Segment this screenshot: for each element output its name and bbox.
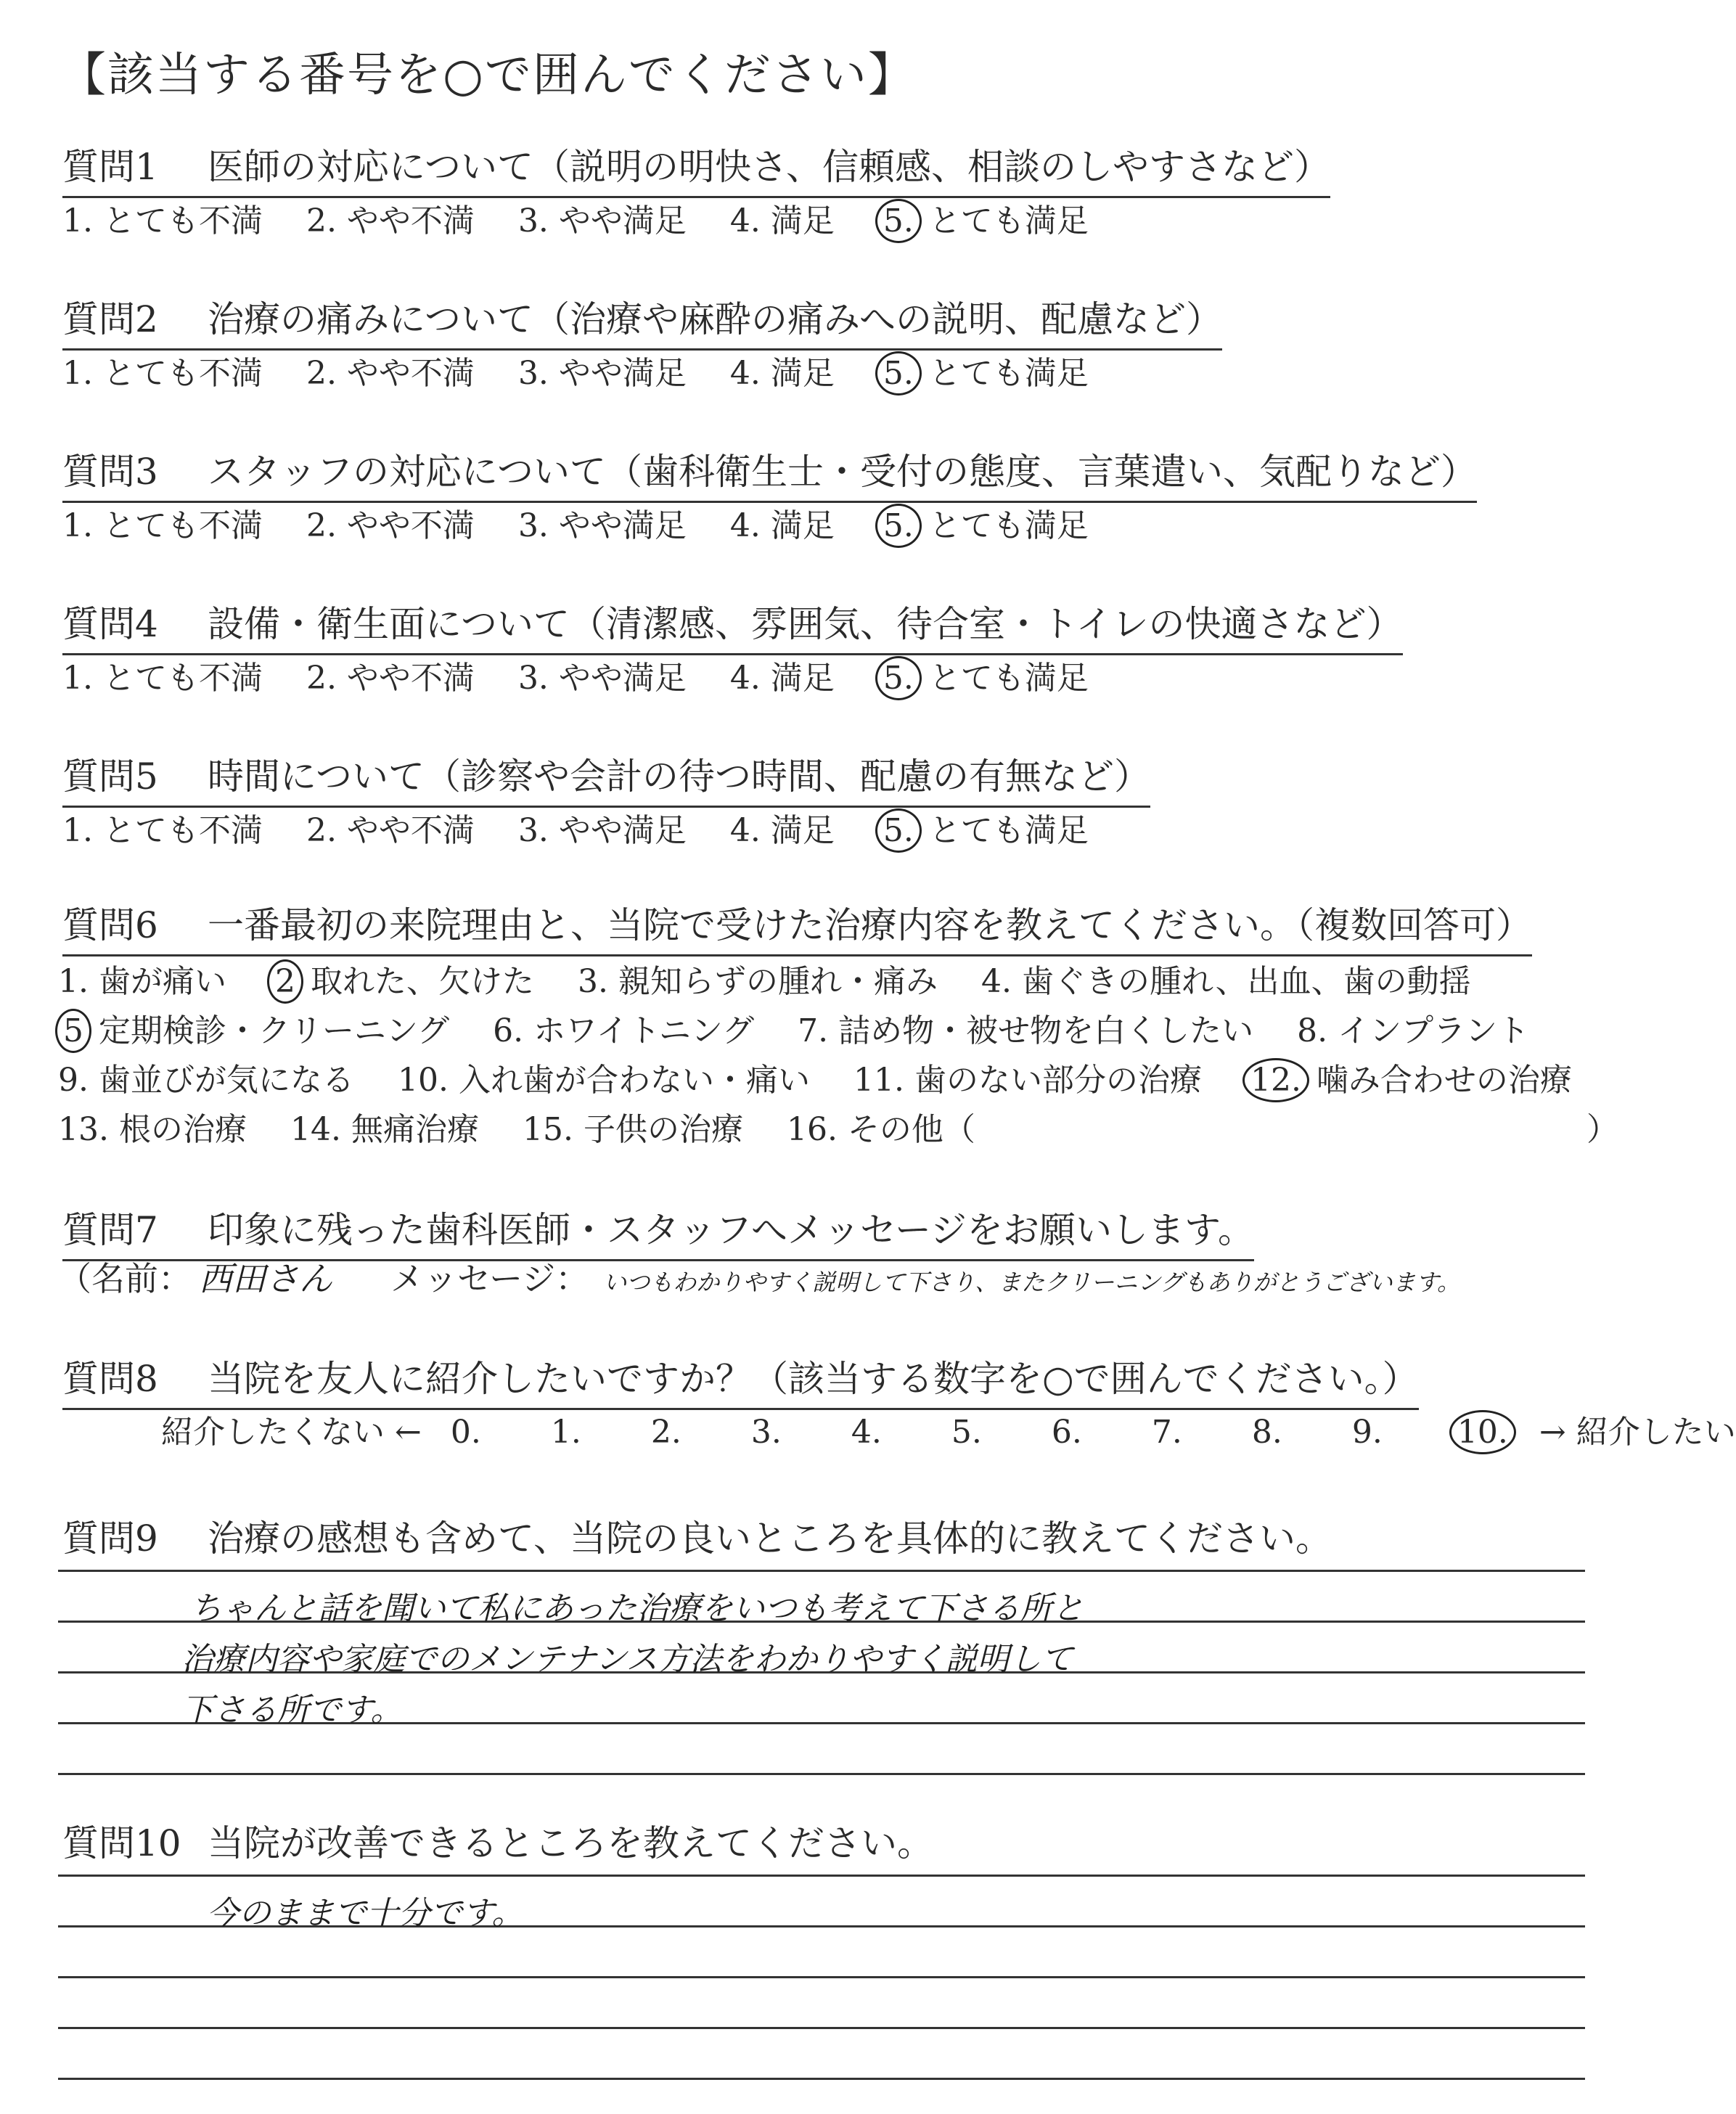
q6-option-15[interactable]: 15. 子供の治療: [522, 1111, 743, 1148]
q8-option-3[interactable]: 3.: [750, 1414, 782, 1451]
q10-answer-rule: [58, 1875, 1585, 1877]
q10-answer-rule: [58, 2078, 1585, 2080]
q8-scale: [161, 1406, 1736, 1452]
q8-option-5[interactable]: 5.: [951, 1414, 982, 1451]
q5-option-5-selected[interactable]: 5. とても満足: [878, 804, 1089, 851]
q9-answer-rule: [58, 1570, 1585, 1572]
question-5-text: 時間について（診察や会計の待つ時間、配慮の有無など）: [208, 755, 1150, 798]
q9-answer-line-2[interactable]: 治療内容や家庭でのメンテナンス方法をわかりやすく説明して: [181, 1641, 1073, 1678]
q7-name-value[interactable]: 西田さん: [199, 1259, 332, 1298]
q6-option-7[interactable]: 7. 詰め物・被せ物を白くしたい: [798, 1012, 1254, 1049]
question-8-heading: [62, 1350, 1419, 1410]
question-8-text: 当院を友人に紹介したいですか？（該当する数字を○で囲んでください。）: [208, 1358, 1419, 1400]
q6-option-5-selected[interactable]: 5 定期検診・クリーニング: [58, 1004, 449, 1051]
question-1-heading: [62, 138, 1330, 198]
q1-option-3[interactable]: 3. やや満足: [517, 202, 687, 239]
q6-option-8[interactable]: 8. インプラント: [1297, 1012, 1530, 1049]
question-2-text: 治療の痛みについて（治療や麻酔の痛みへの説明、配慮など）: [208, 298, 1222, 340]
question-6-number: 質問6: [62, 904, 158, 946]
q8-low-label: 紹介したくない ←: [161, 1414, 422, 1451]
q9-answer-line-1[interactable]: ちゃんと話を聞いて私にあった治療をいつも考えて下さる所と: [190, 1590, 1084, 1627]
q2-option-5-selected[interactable]: 5. とても満足: [878, 347, 1089, 393]
question-10-number: 質問10: [62, 1822, 181, 1864]
q6-options-row-1: [58, 955, 1504, 1001]
q3-option-2[interactable]: 2. やや不満: [306, 507, 475, 544]
q5-option-1[interactable]: 1. とても不満: [62, 812, 263, 849]
question-2-number: 質問2: [62, 298, 158, 340]
question-4-text: 設備・衛生面について（清潔感、雰囲気、待合室・トイレの快適さなど）: [208, 603, 1403, 645]
instruction-header: 【該当する番号を○で囲んでください】: [60, 49, 916, 102]
q1-option-4[interactable]: 4. 満足: [729, 202, 835, 239]
q3-option-4[interactable]: 4. 満足: [729, 507, 835, 544]
q10-answer-rule: [58, 2027, 1585, 2029]
question-6-text: 一番最初の来院理由と、当院で受けた治療内容を教えてください。（複数回答可）: [208, 904, 1532, 946]
q6-options-row-3: [58, 1054, 1605, 1100]
question-3-number: 質問3: [62, 451, 158, 493]
q8-option-7[interactable]: 7.: [1151, 1414, 1182, 1451]
q5-option-4[interactable]: 4. 満足: [729, 812, 835, 849]
question-2-heading: [62, 290, 1222, 351]
q8-option-1[interactable]: 1.: [550, 1414, 581, 1451]
q8-option-10-selected[interactable]: 10.: [1452, 1414, 1513, 1451]
q8-option-0[interactable]: 0.: [450, 1414, 481, 1451]
question-5-number: 質問5: [62, 755, 158, 798]
question-1-text: 医師の対応について（説明の明快さ、信頼感、相談のしやすさなど）: [208, 146, 1330, 188]
q8-high-label: → 紹介したい: [1539, 1414, 1736, 1451]
question-10-text: 当院が改善できるところを教えてください。: [208, 1822, 933, 1864]
q8-option-9[interactable]: 9.: [1351, 1414, 1383, 1451]
q2-option-2[interactable]: 2. やや不満: [306, 355, 475, 392]
q3-option-3[interactable]: 3. やや満足: [517, 507, 687, 544]
q6-option-16-other[interactable]: 16. その他（: [786, 1111, 975, 1148]
q6-option-12-selected[interactable]: 12. 噛み合わせの治療: [1245, 1054, 1572, 1100]
q7-message-value[interactable]: いつもわかりやすく説明して下さり、またクリーニングもありがとうございます。: [603, 1269, 1461, 1296]
question-9-number: 質問9: [62, 1517, 158, 1560]
question-4-options: [62, 652, 1122, 698]
q6-option-3[interactable]: 3. 親知らずの腫れ・痛み: [577, 963, 938, 1000]
question-4-number: 質問4: [62, 603, 158, 645]
question-5-options: [62, 804, 1122, 851]
question-6-heading: [62, 896, 1532, 956]
q10-answer-rule: [58, 1976, 1585, 1978]
q6-options-row-4: [58, 1103, 1009, 1150]
q4-option-1[interactable]: 1. とても不満: [62, 660, 263, 697]
q5-option-3[interactable]: 3. やや満足: [517, 812, 687, 849]
q10-answer-line-1[interactable]: 今のままで十分です。: [207, 1895, 524, 1932]
q4-option-2[interactable]: 2. やや不満: [306, 660, 475, 697]
q6-option-13[interactable]: 13. 根の治療: [58, 1111, 247, 1148]
q6-option-14[interactable]: 14. 無痛治療: [290, 1111, 479, 1148]
question-2-options: [62, 347, 1122, 393]
question-9-text: 治療の感想も含めて、当院の良いところを具体的に教えてください。: [208, 1517, 1332, 1560]
q6-option-11[interactable]: 11. 歯のない部分の治療: [853, 1062, 1202, 1099]
q6-option-4[interactable]: 4. 歯ぐきの腫れ、出血、歯の動揺: [980, 963, 1471, 1000]
q1-option-2[interactable]: 2. やや不満: [306, 202, 475, 239]
q5-option-2[interactable]: 2. やや不満: [306, 812, 475, 849]
question-10-heading: [62, 1814, 933, 1872]
question-3-text: スタッフの対応について（歯科衛生士・受付の態度、言葉遣い、気配りなど）: [208, 451, 1477, 493]
question-3-heading: [62, 443, 1477, 503]
q7-message-line: [58, 1253, 1460, 1300]
q6-other-close-paren: ）: [1586, 1111, 1618, 1148]
question-1-options: [62, 194, 1122, 241]
q6-option-10[interactable]: 10. 入れ歯が合わない・痛い: [397, 1062, 810, 1099]
question-7-text: 印象に残った歯科医師・スタッフへメッセージをお願いします。: [208, 1209, 1254, 1251]
q3-option-5-selected[interactable]: 5. とても満足: [878, 499, 1089, 546]
question-1-number: 質問1: [62, 146, 158, 188]
q8-option-4[interactable]: 4.: [851, 1414, 882, 1451]
q6-option-6[interactable]: 6. ホワイトニング: [493, 1012, 755, 1049]
q7-message-label: メッセージ：: [390, 1259, 589, 1298]
q1-option-5-selected[interactable]: 5. とても満足: [878, 194, 1089, 241]
q6-option-2-selected[interactable]: 2 取れた、欠けた: [270, 955, 534, 1001]
q4-option-4[interactable]: 4. 満足: [729, 660, 835, 697]
q8-option-2[interactable]: 2.: [650, 1414, 681, 1451]
q4-option-5-selected[interactable]: 5. とても満足: [878, 652, 1089, 698]
q2-option-1[interactable]: 1. とても不満: [62, 355, 263, 392]
q6-options-row-2: [58, 1004, 1563, 1051]
q2-option-3[interactable]: 3. やや満足: [517, 355, 687, 392]
q2-option-4[interactable]: 4. 満足: [729, 355, 835, 392]
q4-option-3[interactable]: 3. やや満足: [517, 660, 687, 697]
question-3-options: [62, 499, 1122, 546]
q8-option-6[interactable]: 6.: [1051, 1414, 1082, 1451]
q8-option-8[interactable]: 8.: [1251, 1414, 1282, 1451]
question-8-number: 質問8: [62, 1358, 158, 1400]
q1-option-1[interactable]: 1. とても不満: [62, 202, 263, 239]
q6-option-9[interactable]: 9. 歯並びが気になる: [58, 1062, 354, 1099]
q7-name-label: （名前：: [58, 1259, 192, 1298]
question-5-heading: [62, 747, 1150, 808]
question-9-heading: [62, 1509, 1332, 1568]
q6-option-1[interactable]: 1. 歯が痛い: [58, 963, 226, 1000]
q3-option-1[interactable]: 1. とても不満: [62, 507, 263, 544]
question-4-heading: [62, 595, 1403, 655]
q9-answer-line-3[interactable]: 下さる所です。: [181, 1692, 403, 1729]
question-7-number: 質問7: [62, 1209, 158, 1251]
q9-answer-rule: [58, 1773, 1585, 1775]
